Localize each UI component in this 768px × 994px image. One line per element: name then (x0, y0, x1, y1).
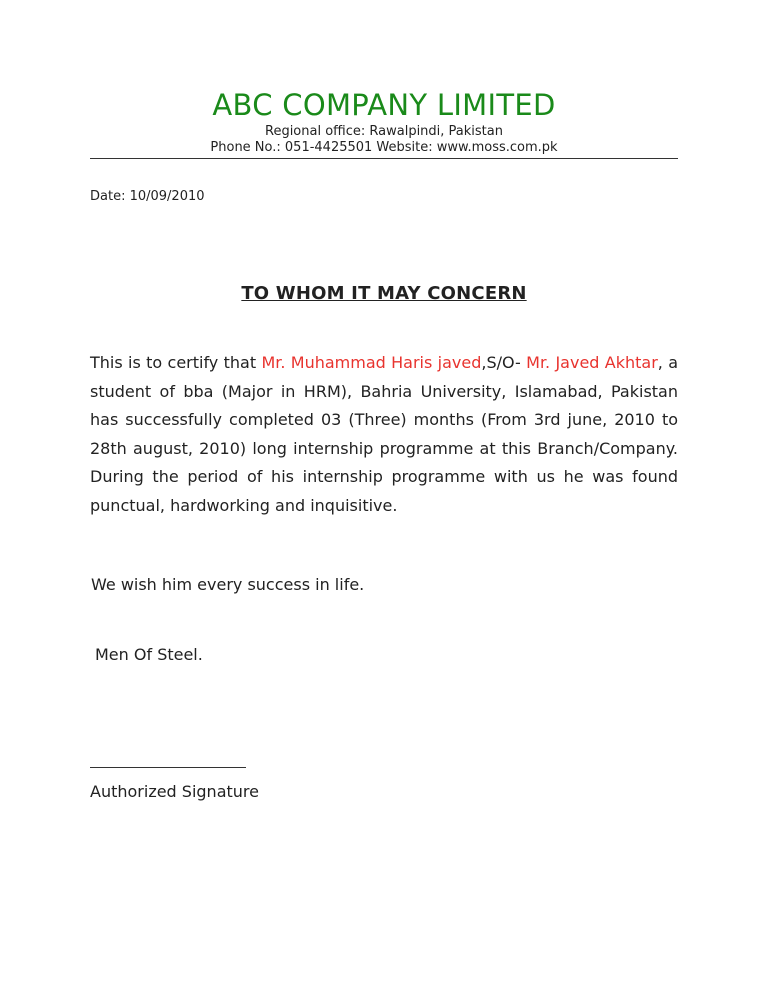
body-rest: , a student of bba (Major in HRM), Bahria University, Islamabad, Pakistan has successfully completed 03 (Three) months (From 3rd june, 2010 to 28th august, 2010) long internship programme at this Branch/Company. During the period of his internship programme with us he was found punctual, hardworking and inquisitive. (90, 353, 679, 515)
company-name: ABC COMPANY LIMITED (212, 88, 556, 122)
office-address: Regional office: Rawalpindi, Pakistan (265, 124, 503, 139)
certificate-body (90, 349, 678, 520)
letterhead-divider (90, 158, 678, 159)
signature-label: Authorized Signature (90, 782, 259, 801)
wish-line: We wish him every success in life. (91, 575, 365, 594)
contact-info: Phone No.: 051-4425501 Website: www.moss.com.pk (210, 140, 558, 155)
closing-line: Men Of Steel. (95, 645, 203, 664)
relation-text: ,S/O- (481, 353, 527, 372)
student-name: Mr. Muhammad Haris javed (261, 353, 482, 372)
signature-line (90, 767, 246, 768)
father-name: Mr. Javed Akhtar (526, 353, 658, 372)
letter-date: Date: 10/09/2010 (90, 189, 205, 204)
letter-heading: TO WHOM IT MAY CONCERN (241, 283, 527, 304)
body-intro: This is to certify that (90, 353, 262, 372)
